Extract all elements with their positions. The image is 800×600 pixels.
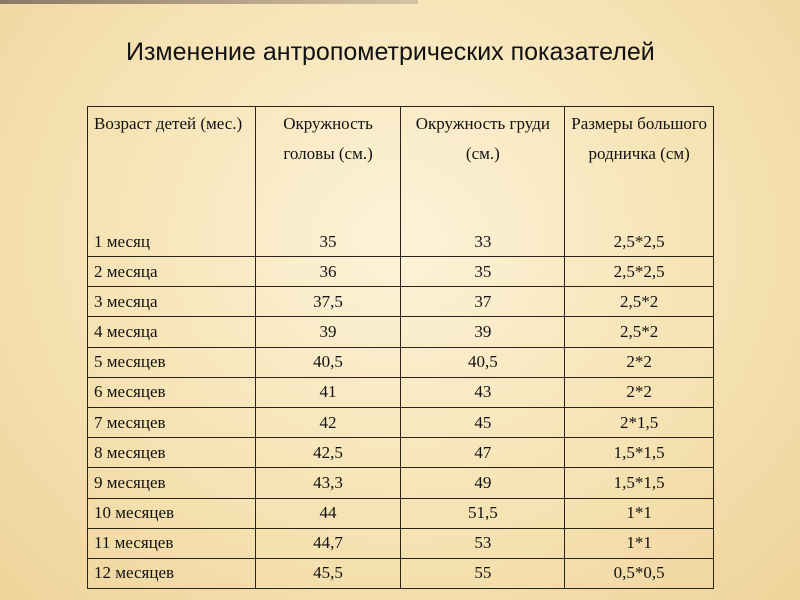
table-cell: 37,5 bbox=[255, 287, 401, 317]
table-cell: 2 месяца bbox=[88, 257, 256, 287]
table-cell: 39 bbox=[401, 317, 565, 347]
table-cell: 10 месяцев bbox=[88, 498, 256, 528]
table-cell: 1 месяц bbox=[94, 232, 150, 251]
table-row bbox=[88, 438, 714, 468]
table-cell: 8 месяцев bbox=[88, 438, 256, 468]
table-row bbox=[88, 468, 714, 498]
table-row bbox=[88, 317, 714, 347]
table-cell: 44 bbox=[255, 498, 401, 528]
table-cell: 2,5*2,5 bbox=[565, 257, 714, 287]
table-cell: 45,5 bbox=[255, 558, 401, 588]
anthropometric-table bbox=[87, 106, 714, 589]
table-cell: 37 bbox=[401, 287, 565, 317]
table-cell: 44,7 bbox=[255, 528, 401, 558]
table-row bbox=[88, 287, 714, 317]
table-cell: 0,5*0,5 bbox=[565, 558, 714, 588]
header-chest-circumference bbox=[401, 107, 565, 257]
table-cell: 53 bbox=[401, 528, 565, 558]
table-row bbox=[88, 377, 714, 407]
table-cell: 40,5 bbox=[255, 347, 401, 377]
table-cell: 6 месяцев bbox=[88, 377, 256, 407]
table-cell: 9 месяцев bbox=[88, 468, 256, 498]
table-cell: 2*1,5 bbox=[565, 407, 714, 437]
table-cell: 35 bbox=[401, 257, 565, 287]
table-row bbox=[88, 257, 714, 287]
slide-title: Изменение антропометрических показателей bbox=[126, 38, 655, 66]
table-cell: 7 месяцев bbox=[88, 407, 256, 437]
table-cell: 2,5*2 bbox=[565, 317, 714, 347]
table-cell: 47 bbox=[401, 438, 565, 468]
table-cell: 2*2 bbox=[565, 347, 714, 377]
table-cell: 2,5*2 bbox=[565, 287, 714, 317]
header-head-label: Окружность головы (см.) bbox=[283, 114, 373, 163]
table-row bbox=[88, 347, 714, 377]
table-cell: 35 bbox=[319, 232, 337, 251]
table-header-row bbox=[88, 107, 714, 257]
table-cell: 1*1 bbox=[565, 528, 714, 558]
table-row bbox=[88, 498, 714, 528]
table-cell: 2*2 bbox=[565, 377, 714, 407]
table-row bbox=[88, 407, 714, 437]
table-cell: 41 bbox=[255, 377, 401, 407]
header-fontanelle-label: Размеры большого родничка (см) bbox=[571, 114, 707, 163]
table-cell: 4 месяца bbox=[88, 317, 256, 347]
header-age bbox=[88, 107, 256, 257]
header-head-circumference bbox=[255, 107, 401, 257]
table-cell: 1*1 bbox=[565, 498, 714, 528]
table-cell: 33 bbox=[474, 232, 492, 251]
header-age-label: Возраст детей (мес.) bbox=[94, 114, 243, 133]
header-chest-label: Окружность груди (см.) bbox=[415, 114, 550, 163]
table-cell: 36 bbox=[255, 257, 401, 287]
table-row bbox=[88, 528, 714, 558]
table-row bbox=[88, 558, 714, 588]
top-decorative-rule bbox=[0, 0, 418, 4]
table-cell: 40,5 bbox=[401, 347, 565, 377]
table-cell: 1,5*1,5 bbox=[565, 438, 714, 468]
table-cell: 11 месяцев bbox=[88, 528, 256, 558]
table-cell: 45 bbox=[401, 407, 565, 437]
table-cell: 55 bbox=[401, 558, 565, 588]
table-cell: 5 месяцев bbox=[88, 347, 256, 377]
table-cell: 51,5 bbox=[401, 498, 565, 528]
table-cell: 1,5*1,5 bbox=[565, 468, 714, 498]
table-cell: 43 bbox=[401, 377, 565, 407]
table-cell: 39 bbox=[255, 317, 401, 347]
table-cell: 2,5*2,5 bbox=[613, 232, 665, 251]
table-cell: 3 месяца bbox=[88, 287, 256, 317]
table-cell: 42 bbox=[255, 407, 401, 437]
table-cell: 49 bbox=[401, 468, 565, 498]
header-fontanelle-size bbox=[565, 107, 714, 257]
table-cell: 42,5 bbox=[255, 438, 401, 468]
table-cell: 12 месяцев bbox=[88, 558, 256, 588]
table-cell: 43,3 bbox=[255, 468, 401, 498]
